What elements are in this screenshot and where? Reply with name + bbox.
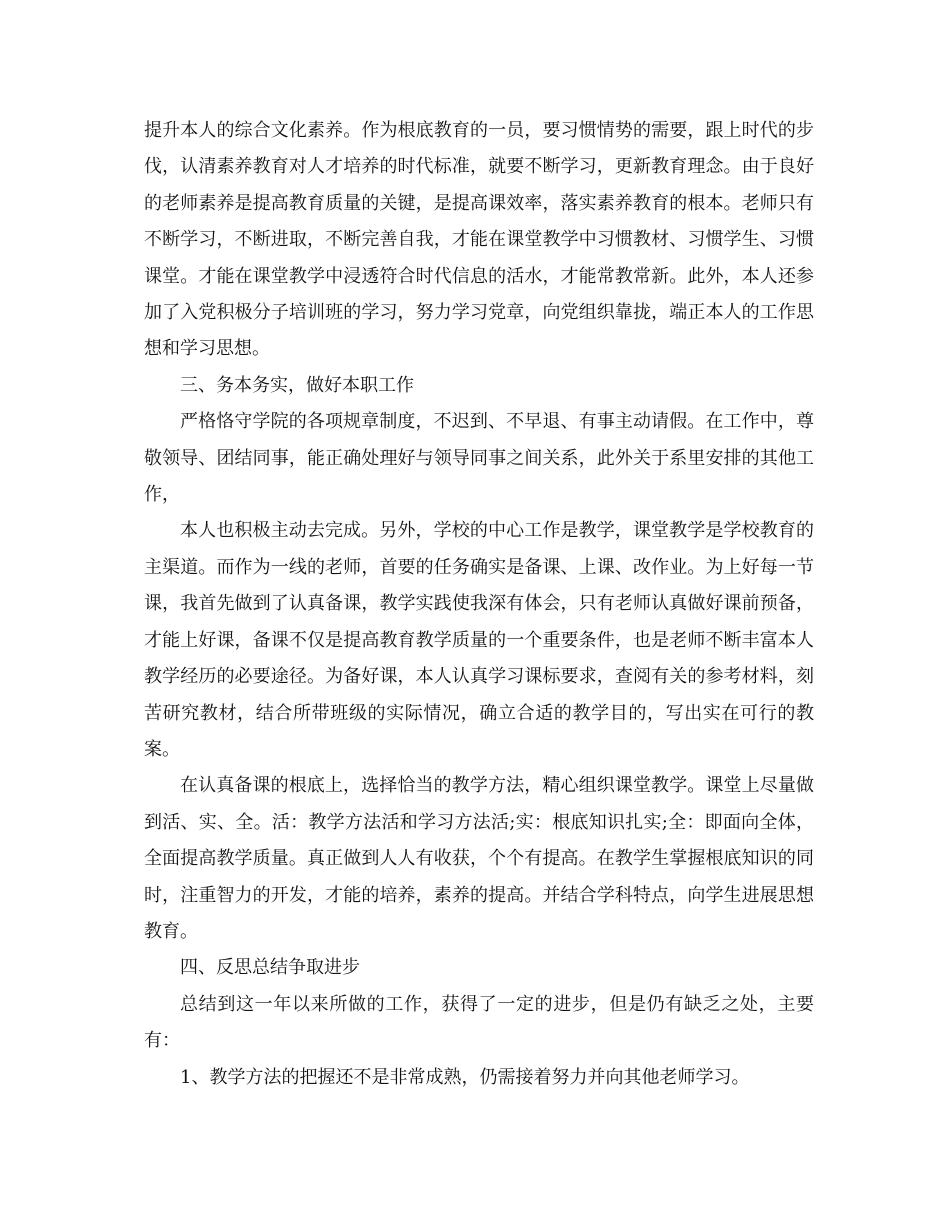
- paragraph-rules: 严格恪守学院的各项规章制度，不迟到、不早退、有事主动请假。在工作中，尊敬领导、团结同事，能正确处理好与领导同事之间关系，此外关于系里安排的其他工作，: [144, 411, 814, 506]
- paragraph-teaching: 本人也积极主动去完成。另外，学校的中心工作是教学，课堂教学是学校教育的主渠道。而作为一线的老师，首要的任务确实是备课、上课、改作业。为上好每一节课，我首先做到了认真备课，教学实践使我深有体会，只有老师认真做好课前预备，才能上好课，备课不仅是提高教育教学质量的一个重要条件，也是老师不断丰富本人教学经历的必要途径。为备好课，本人认真学习课标要求，查阅有关的参考材料，刻苦研究教材，结合所带班级的实际情况，确立合适的教学目的，写出实在可行的教案。: [144, 520, 814, 760]
- paragraph-summary: 总结到这一年以来所做的工作，获得了一定的进步，但是仍有缺乏之处，主要有：: [144, 993, 814, 1052]
- document-body: [144, 113, 814, 1096]
- list-item-1: 1、教学方法的把握还不是非常成熟，仍需接着努力并向其他老师学习。: [180, 1066, 750, 1088]
- section-heading-3: 三、务本务实，做好本职工作: [180, 374, 414, 396]
- paragraph-intro: 提升本人的综合文化素养。作为根底教育的一员，要习惯情势的需要，跟上时代的步伐，认清素养教育对人才培养的时代标准，就要不断学习，更新教育理念。由于良好的老师素养是提高教育质量的关键，是提高课效率，落实素养教育的根本。老师只有不断学习，不断进取，不断完善自我，才能在课堂教学中习惯教材、习惯学生、习惯课堂。才能在课堂教学中浸透符合时代信息的活水，才能常教常新。此外，本人还参加了入党积极分子培训班的学习，努力学习党章，向党组织靠拢，端正本人的工作思想和学习思想。: [144, 120, 814, 360]
- paragraph-classroom: 在认真备课的根底上，选择恰当的教学方法，精心组织课堂教学。课堂上尽量做到活、实、全。活：教学方法活和学习方法活;实：根底知识扎实;全：即面向全体，全面提高教学质量。真正做到人人有收获，个个有提高。在教学生掌握根底知识的同时，注重智力的开发，才能的培养，素养的提高。并结合学科特点，向学生进展思想教育。: [144, 775, 814, 942]
- section-heading-4: 四、反思总结争取进步: [180, 957, 360, 979]
